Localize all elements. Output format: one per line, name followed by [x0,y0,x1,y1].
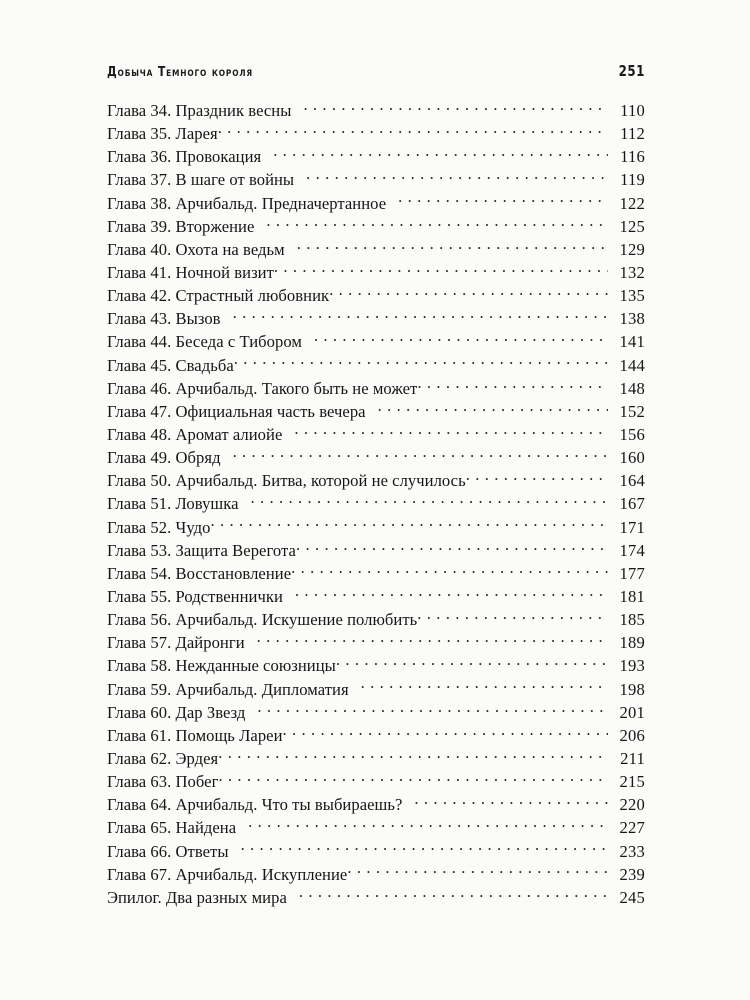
toc-entry[interactable] [107,99,645,122]
dot-leader [378,400,608,417]
toc-entry[interactable] [107,122,645,145]
dot-leader [329,285,608,302]
toc-entry[interactable] [107,400,645,423]
toc-entry-title: Глава 52. Чудо [107,517,211,537]
toc-entry[interactable] [107,145,645,168]
toc-entry-page-number: 181 [619,586,645,606]
dot-leader [211,516,609,533]
dot-leader [218,123,608,140]
dot-leader [295,585,608,602]
toc-entry-title: Глава 35. Ларея [107,124,218,144]
toc-entry-page-number: 116 [620,147,645,167]
toc-entry[interactable] [107,678,645,701]
dot-leader [283,724,608,741]
toc-entry[interactable] [107,631,645,654]
dot-leader [274,261,608,278]
dot-leader [218,770,608,787]
toc-entry-title: Глава 59. Арчибальд. Дипломатия [107,679,349,699]
dot-leader [241,840,608,857]
toc-entry-page-number: 119 [620,170,645,190]
toc-entry[interactable] [107,724,645,747]
toc-entry-page-number: 211 [620,748,645,768]
toc-entry-page-number: 215 [619,772,645,792]
toc-entry-page-number: 132 [619,262,645,282]
toc-entry[interactable] [107,168,645,191]
toc-entry-page-number: 144 [619,355,645,375]
running-header [107,62,645,86]
toc-entry[interactable] [107,192,645,215]
toc-entry[interactable] [107,886,645,909]
dot-leader [273,146,608,163]
dot-leader [306,169,608,186]
dot-leader [291,562,608,579]
toc-entry[interactable] [107,215,645,238]
toc-entry-page-number: 206 [619,725,645,745]
toc-entry-title: Глава 38. Арчибальд. Предначертанное [107,193,387,213]
toc-entry-page-number: 177 [619,563,645,583]
toc-entry[interactable] [107,307,645,330]
toc-entry[interactable] [107,446,645,469]
toc-entry-page-number: 174 [619,540,645,560]
toc-entry[interactable] [107,261,645,284]
toc-entry-title: Глава 34. Праздник весны [107,101,292,120]
toc-entry-page-number: 125 [619,216,645,236]
dot-leader [257,701,608,718]
toc-entry[interactable] [107,539,645,562]
toc-entry-title: Глава 66. Ответы [107,841,229,861]
toc-entry-title: Глава 55. Родственнички [107,586,283,606]
toc-entry-page-number: 233 [619,841,645,861]
toc-entry-title: Глава 45. Свадьба [107,355,234,375]
dot-leader [347,863,608,880]
toc-entry-page-number: 141 [619,332,645,352]
toc-entry-page-number: 167 [619,494,645,514]
dot-leader [299,886,608,903]
toc-entry[interactable] [107,585,645,608]
dot-leader [233,308,608,325]
toc-entry-title: Глава 56. Арчибальд. Искушение полюбить [107,610,418,630]
toc-entry-title: Глава 47. Официальная часть вечера [107,401,366,421]
toc-entry[interactable] [107,816,645,839]
toc-entry-title: Глава 60. Дар Звезд [107,702,246,722]
toc-entry[interactable] [107,377,645,400]
toc-entry-title: Глава 48. Аромат алиойе [107,424,283,444]
toc-entry-title: Глава 51. Ловушка [107,494,239,514]
dot-leader [294,423,608,440]
toc-entry[interactable] [107,793,645,816]
toc-entry-page-number: 189 [619,633,645,653]
toc-entry-title: Глава 36. Провокация [107,147,262,167]
toc-entry-title: Глава 43. Вызов [107,309,221,329]
toc-entry-title: Глава 62. Эрдея [107,748,219,768]
toc-entry-title: Глава 41. Ночной визит [107,262,274,282]
dot-leader [296,539,608,556]
toc-entry[interactable] [107,562,645,585]
toc-entry-title: Глава 42. Страстный любовник [107,286,330,306]
toc-entry-page-number: 148 [619,378,645,398]
dot-leader [466,470,608,487]
toc-entry-title: Глава 39. Вторжение [107,216,255,236]
toc-entry[interactable] [107,770,645,793]
toc-entry-title: Глава 50. Арчибальд. Битва, которой не случилось [107,471,466,491]
toc-entry-page-number: 122 [619,193,645,213]
book-title: Добыча Темного короля [107,65,253,80]
toc-entry[interactable] [107,701,645,724]
toc-entry-page-number: 110 [620,101,645,120]
dot-leader [417,609,608,626]
toc-entry-title: Эпилог. Два разных мира [107,887,287,907]
dot-leader [251,493,608,510]
toc-entry-page-number: 193 [619,656,645,676]
toc-entry[interactable] [107,840,645,863]
toc-entry-page-number: 245 [619,887,645,907]
dot-leader [234,354,608,371]
toc-entry-title: Глава 44. Беседа с Тибором [107,332,302,352]
toc-entry-page-number: 112 [620,124,645,144]
toc-entry[interactable] [107,608,645,631]
toc-entry-page-number: 220 [619,795,645,815]
toc-entry[interactable] [107,654,645,677]
toc-entry-title: Глава 57. Дайронги [107,633,245,653]
toc-entry-title: Глава 58. Нежданные союзницы [107,656,336,676]
toc-entry-page-number: 185 [619,610,645,630]
page-number: 251 [618,62,645,80]
toc-entry-page-number: 239 [619,864,645,884]
dot-leader [417,377,608,394]
dot-leader [398,192,608,209]
toc-entry-title: Глава 49. Обряд [107,448,221,468]
toc-entry[interactable] [107,516,645,539]
toc-entry-title: Глава 65. Найдена [107,818,237,838]
toc-entry[interactable] [107,284,645,307]
dot-leader [361,678,608,695]
dot-leader [314,331,608,348]
toc-entry-page-number: 201 [619,702,645,722]
dot-leader [218,747,608,764]
dot-leader [233,447,608,464]
dot-leader [297,238,608,255]
toc-entry-title: Глава 64. Арчибальд. Что ты выбираешь? [107,795,403,815]
toc-entry-page-number: 227 [619,818,645,838]
dot-leader [414,794,608,811]
toc-entry-page-number: 160 [619,448,645,468]
toc-entry[interactable] [107,469,645,492]
dot-leader [257,632,608,649]
toc-entry[interactable] [107,747,645,770]
toc-entry[interactable] [107,354,645,377]
toc-entry[interactable] [107,492,645,515]
toc-entry-title: Глава 40. Охота на ведьм [107,239,285,259]
toc-entry-title: Глава 67. Арчибальд. Искупление [107,864,348,884]
dot-leader [336,655,608,672]
toc-entry[interactable] [107,330,645,353]
toc-entry-page-number: 135 [619,286,645,306]
toc-entry-page-number: 164 [619,471,645,491]
toc-entry[interactable] [107,238,645,261]
toc-entry[interactable] [107,863,645,886]
dot-leader [303,99,608,116]
toc-entry[interactable] [107,423,645,446]
toc-entry-title: Глава 63. Побег [107,772,219,792]
toc-entry-title: Глава 37. В шаге от войны [107,170,295,190]
toc-entry-page-number: 138 [619,309,645,329]
toc-entry-page-number: 198 [619,679,645,699]
toc-entry-title: Глава 53. Защита Верегота [107,540,296,560]
dot-leader [266,215,608,232]
table-of-contents [107,99,645,909]
toc-entry-page-number: 156 [619,424,645,444]
dot-leader [248,817,608,834]
toc-entry-title: Глава 61. Помощь Лареи [107,725,283,745]
toc-entry-title: Глава 54. Восстановление [107,563,292,583]
toc-entry-page-number: 129 [619,239,645,259]
toc-entry-title: Глава 46. Арчибальд. Такого быть не может [107,378,418,398]
toc-entry-page-number: 171 [619,517,645,537]
toc-entry-page-number: 152 [619,401,645,421]
